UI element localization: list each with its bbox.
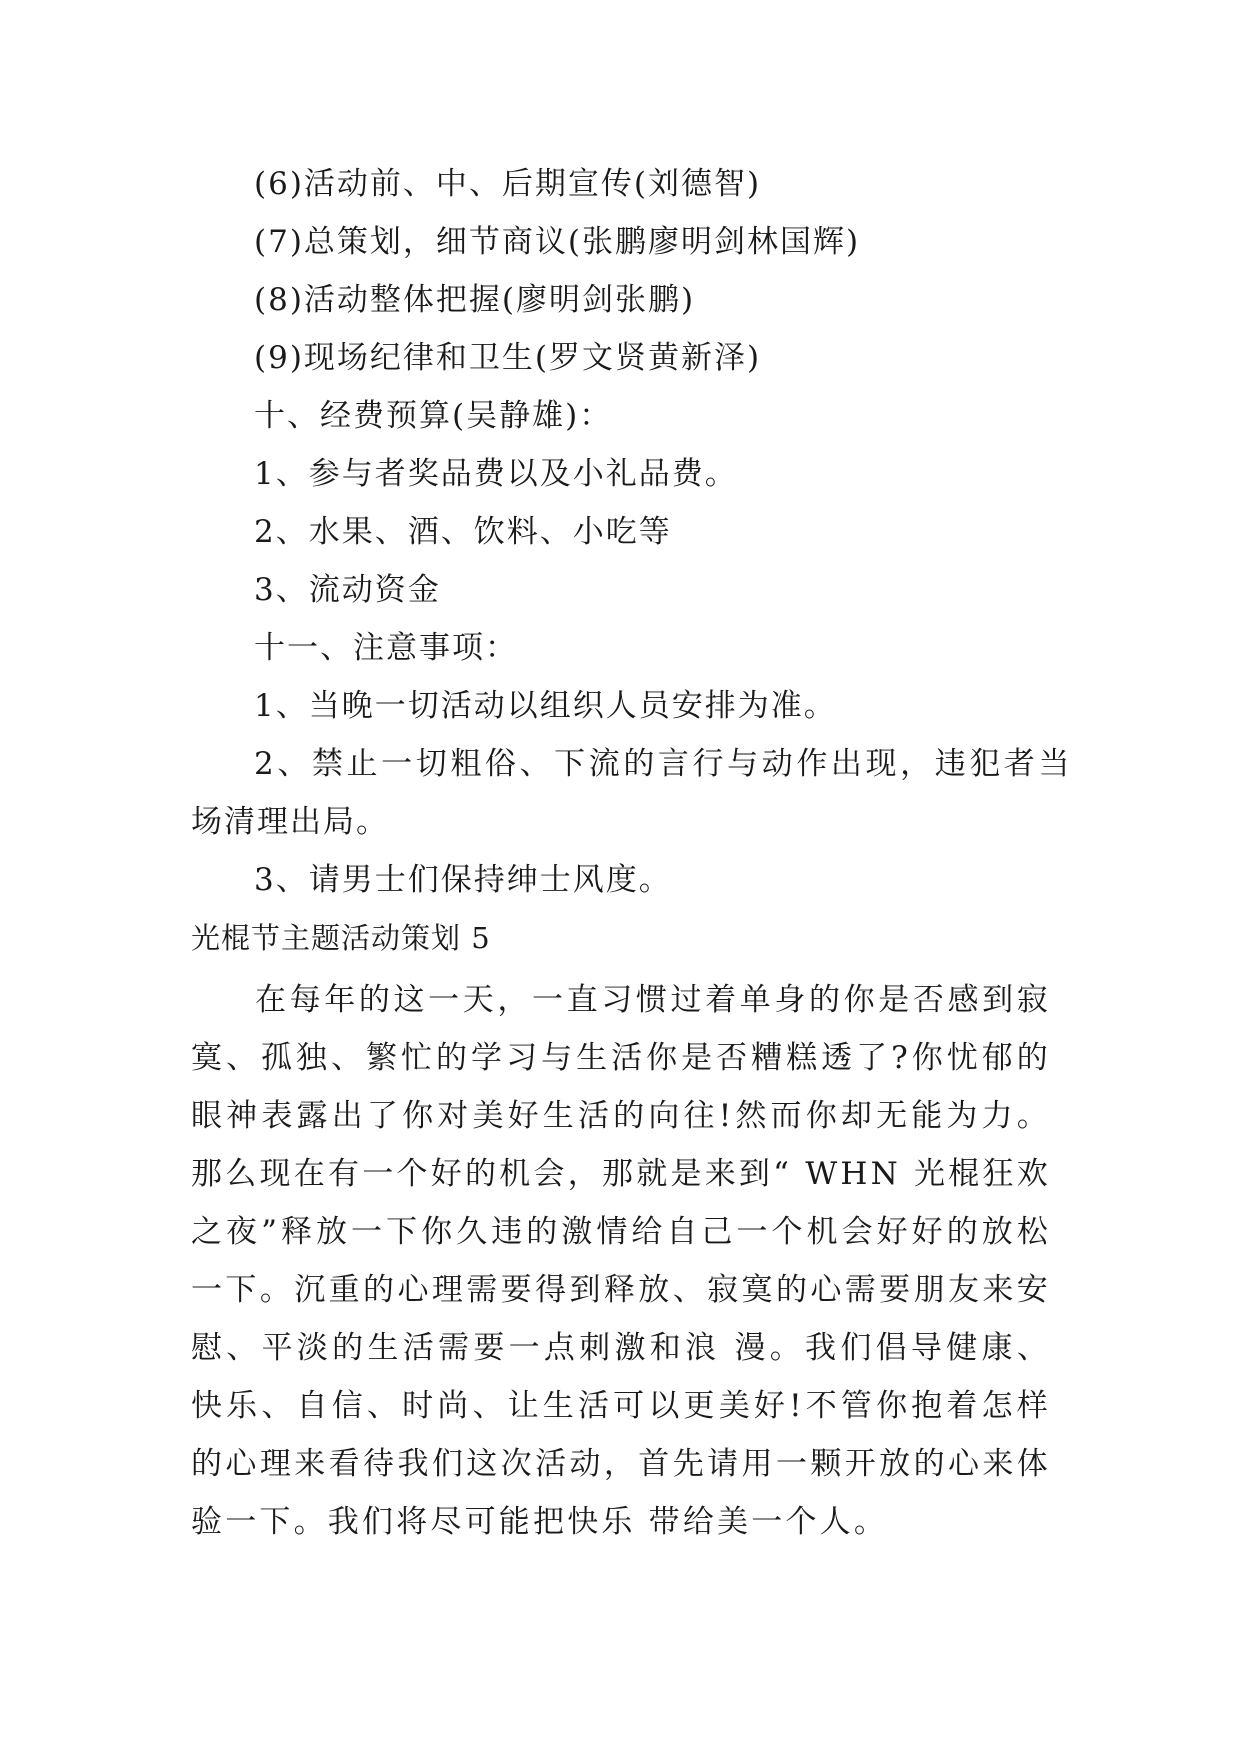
notice-item-2-continuation: 场清理出局。	[191, 804, 389, 840]
budget-item-1: 1、参与者奖品费以及小礼品费。	[254, 456, 738, 492]
budget-item-2: 2、水果、酒、饮料、小吃等	[254, 514, 672, 550]
budget-item-3: 3、流动资金	[254, 572, 441, 608]
list-item-9: (9)现场纪律和卫生(罗文贤黄新泽)	[254, 340, 762, 376]
list-item-6: (6)活动前、中、后期宣传(刘德智)	[254, 166, 762, 202]
list-item-8: (8)活动整体把握(廖明剑张鹏)	[254, 282, 696, 318]
notice-item-2: 2、禁止一切粗俗、下流的言行与动作出现，违犯者当	[254, 746, 1074, 782]
list-item-7: (7)总策划，细节商议(张鹏廖明剑林国辉)	[254, 224, 861, 260]
notice-item-1: 1、当晚一切活动以组织人员安排为准。	[254, 688, 837, 724]
section-eleven-heading: 十一、注意事项：	[254, 630, 518, 666]
notice-item-3: 3、请男士们保持绅士风度。	[254, 862, 672, 898]
section-ten-heading: 十、经费预算(吴静雄)：	[254, 398, 613, 434]
body-paragraph: 在每年的这一天，一直习惯过着单身的你是否感到寂寞、孤独、繁忙的学习与生活你是否糟糕透了?你忧郁的眼神表露出了你对美好生活的向往!然而你却无能为力。那么现在有一个好的机会，那就是来到“ WHN 光棍狂欢之夜”释放一下你久违的激情给自己一个机会好好的放松一下。沉重的心理需要得到释放、寂寞的心需要朋友来安慰、平淡的生活需要一点刺激和浪 漫。我们倡导健康、快乐、自信、时尚、让生活可以更美好!不管你抱着怎样的心理来看待我们这次活动，首先请用一颗开放的心来体验一下。我们将尽可能把快乐 带给美一个人。	[191, 982, 1051, 1540]
section-heading: 光棍节主题活动策划 5	[191, 921, 491, 955]
